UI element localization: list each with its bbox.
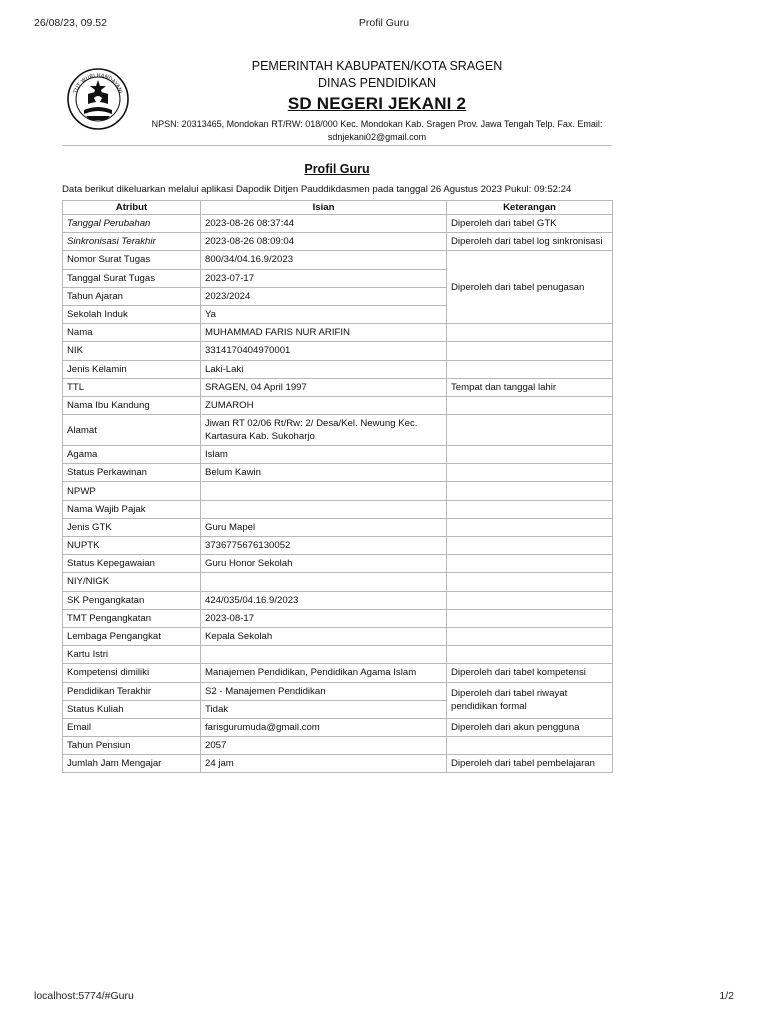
tut-wuri-handayani-logo xyxy=(66,64,130,134)
cell-attr: Email xyxy=(63,718,201,736)
cell-val: Islam xyxy=(201,446,447,464)
cell-val: Guru Mapel xyxy=(201,518,447,536)
table-header-row xyxy=(63,201,613,215)
cell-attr: Jenis GTK xyxy=(63,518,201,536)
table-row xyxy=(63,627,613,645)
cell-attr: Sinkronisasi Terakhir xyxy=(63,233,201,251)
cell-note xyxy=(447,396,613,414)
cell-note: Diperoleh dari tabel kompetensi xyxy=(447,664,613,682)
table-row xyxy=(63,537,613,555)
cell-attr: Jenis Kelamin xyxy=(63,360,201,378)
table-row xyxy=(63,233,613,251)
cell-val: MUHAMMAD FARIS NUR ARIFIN xyxy=(201,324,447,342)
header-isian: Isian xyxy=(201,201,447,215)
cell-val: S2 - Manajemen Pendidikan xyxy=(201,682,447,700)
table-row xyxy=(63,464,613,482)
print-header xyxy=(34,17,734,31)
cell-note xyxy=(447,446,613,464)
table-row xyxy=(63,482,613,500)
table-row xyxy=(63,251,613,269)
table-row xyxy=(63,591,613,609)
cell-note xyxy=(447,482,613,500)
cell-val: farisgurumuda@gmail.com xyxy=(201,718,447,736)
cell-val: Tidak xyxy=(201,700,447,718)
header-atribut: Atribut xyxy=(63,201,201,215)
table-row xyxy=(63,609,613,627)
cell-attr: Sekolah Induk xyxy=(63,305,201,323)
table-row xyxy=(63,737,613,755)
cell-val: Guru Honor Sekolah xyxy=(201,555,447,573)
cell-val: Belum Kawin xyxy=(201,464,447,482)
cell-attr: Lembaga Pengangkat xyxy=(63,627,201,645)
intro-text: Data berikut dikeluarkan melalui aplikasi Dapodik Ditjen Pauddikdasmen pada tanggal 26 Agustus 2023 Pukul: 09:52:24 xyxy=(62,184,572,195)
cell-val: Manajemen Pendidikan, Pendidikan Agama Islam xyxy=(201,664,447,682)
cell-val: 800/34/04.16.9/2023 xyxy=(201,251,447,269)
table-row xyxy=(63,755,613,773)
table-row xyxy=(63,518,613,536)
cell-val xyxy=(201,482,447,500)
cell-note: Diperoleh dari tabel log sinkronisasi xyxy=(447,233,613,251)
school-address-line2: sdnjekani02@gmail.com xyxy=(327,132,427,142)
government-name: PEMERINTAH KABUPATEN/KOTA SRAGEN xyxy=(251,59,503,73)
table-row xyxy=(63,646,613,664)
cell-attr: Agama xyxy=(63,446,201,464)
logo-motto: TUT WURI HANDAYANI xyxy=(72,72,124,95)
cell-attr: Kartu Istri xyxy=(63,646,201,664)
cell-note xyxy=(447,737,613,755)
cell-attr: Status Kepegawaian xyxy=(63,555,201,573)
cell-note xyxy=(447,518,613,536)
table-row xyxy=(63,215,613,233)
cell-attr: NPWP xyxy=(63,482,201,500)
print-date: 26/08/23, 09.52 xyxy=(34,17,107,29)
print-title: Profil Guru xyxy=(358,17,410,29)
cell-note xyxy=(447,555,613,573)
cell-attr: Status Kuliah xyxy=(63,700,201,718)
table-row xyxy=(63,718,613,736)
cell-val: 3736775676130052 xyxy=(201,537,447,555)
cell-val: 424/035/04.16.9/2023 xyxy=(201,591,447,609)
table-row xyxy=(63,500,613,518)
cell-val: Laki-Laki xyxy=(201,360,447,378)
cell-attr: Alamat xyxy=(63,415,201,446)
cell-val: SRAGEN, 04 April 1997 xyxy=(201,378,447,396)
table-row xyxy=(63,415,613,446)
cell-note xyxy=(447,415,613,446)
cell-note xyxy=(447,591,613,609)
cell-val: 3314170404970001 xyxy=(201,342,447,360)
table-row xyxy=(63,342,613,360)
cell-note xyxy=(447,464,613,482)
table-row xyxy=(63,396,613,414)
letterhead xyxy=(62,56,612,144)
cell-note xyxy=(447,573,613,591)
cell-val: 24 jam xyxy=(201,755,447,773)
cell-attr: SK Pengangkatan xyxy=(63,591,201,609)
cell-val xyxy=(201,573,447,591)
header-keterangan: Keterangan xyxy=(447,201,613,215)
cell-attr: Nama Wajib Pajak xyxy=(63,500,201,518)
school-address-line1: NPSN: 20313465, Mondokan RT/RW: 018/000 Kec. Mondokan Kab. Sragen Prov. Jawa Tengah Telp. Fax. Email: xyxy=(151,119,603,129)
cell-note-penugasan: Diperoleh dari tabel penugasan xyxy=(447,251,613,324)
table-row xyxy=(63,446,613,464)
cell-val: 2023-07-17 xyxy=(201,269,447,287)
cell-attr: TMT Pengangkatan xyxy=(63,609,201,627)
cell-note xyxy=(447,500,613,518)
page-title: Profil Guru xyxy=(304,162,370,176)
table-row xyxy=(63,324,613,342)
cell-val: 2023-08-17 xyxy=(201,609,447,627)
cell-val: 2023/2024 xyxy=(201,287,447,305)
cell-val: 2023-08-26 08:37:44 xyxy=(201,215,447,233)
cell-val: Ya xyxy=(201,305,447,323)
cell-attr: Tanggal Surat Tugas xyxy=(63,269,201,287)
table-row xyxy=(63,682,613,700)
cell-attr: Pendidikan Terakhir xyxy=(63,682,201,700)
letterhead-divider xyxy=(62,145,612,146)
cell-note-riwayat: Diperoleh dari tabel riwayat pendidikan formal xyxy=(447,682,613,718)
cell-val: 2057 xyxy=(201,737,447,755)
cell-attr: NIY/NIGK xyxy=(63,573,201,591)
cell-note xyxy=(447,609,613,627)
table-row xyxy=(63,664,613,682)
cell-attr: Kompetensi dimiliki xyxy=(63,664,201,682)
print-url: localhost:5774/#Guru xyxy=(34,990,134,1002)
teacher-profile-table xyxy=(62,200,613,773)
cell-val: 2023-08-26 08:09:04 xyxy=(201,233,447,251)
table-row xyxy=(63,360,613,378)
cell-note: Diperoleh dari tabel pembelajaran xyxy=(447,755,613,773)
cell-val xyxy=(201,646,447,664)
cell-attr: Tahun Pensiun xyxy=(63,737,201,755)
cell-attr: NIK xyxy=(63,342,201,360)
table-row xyxy=(63,378,613,396)
print-footer xyxy=(34,990,734,1004)
cell-note: Diperoleh dari akun pengguna xyxy=(447,718,613,736)
cell-note: Tempat dan tanggal lahir xyxy=(447,378,613,396)
cell-note xyxy=(447,360,613,378)
cell-attr: Nama xyxy=(63,324,201,342)
cell-note: Diperoleh dari tabel GTK xyxy=(447,215,613,233)
cell-attr: Status Perkawinan xyxy=(63,464,201,482)
cell-note xyxy=(447,537,613,555)
cell-attr: Jumlah Jam Mengajar xyxy=(63,755,201,773)
cell-val xyxy=(201,500,447,518)
cell-attr: TTL xyxy=(63,378,201,396)
cell-attr: Nama Ibu Kandung xyxy=(63,396,201,414)
department-name: DINAS PENDIDIKAN xyxy=(317,76,437,90)
cell-val: Kepala Sekolah xyxy=(201,627,447,645)
cell-attr: Nomor Surat Tugas xyxy=(63,251,201,269)
school-name: SD NEGERI JEKANI 2 xyxy=(287,94,467,113)
cell-note xyxy=(447,627,613,645)
cell-attr: Tahun Ajaran xyxy=(63,287,201,305)
cell-note xyxy=(447,324,613,342)
table-row xyxy=(63,573,613,591)
page-number: 1/2 xyxy=(719,990,734,1002)
cell-attr: NUPTK xyxy=(63,537,201,555)
cell-note xyxy=(447,646,613,664)
cell-val: ZUMAROH xyxy=(201,396,447,414)
cell-attr: Tanggal Perubahan xyxy=(63,215,201,233)
table-row xyxy=(63,555,613,573)
cell-note xyxy=(447,342,613,360)
cell-val: Jiwan RT 02/06 Rt/Rw: 2/ Desa/Kel. Newung Kec. Kartasura Kab. Sukoharjo xyxy=(201,415,447,446)
